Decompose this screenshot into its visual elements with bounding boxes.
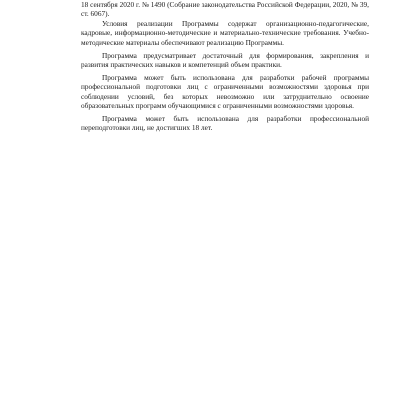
paragraph-minors: Программа может быть использована для разработки профессиональной переподготовки лиц, не достигших 18 лет.	[81, 113, 369, 133]
paragraph-practice: Программа предусматривает достаточный для формирования, закрепления и развития практических навыков и компетенций объем практики.	[81, 50, 369, 69]
paragraph-legal-reference: 18 сентября 2020 г. № 1490 (Собрание законодательства Российской Федерации, 2020, № 39, ст. 6067).	[81, 0, 369, 19]
paragraph-conditions: Условия реализации Программы содержат организационно-педагогические, кадровые, информационно-методические и материально-технические требования. Учебно-методические материалы обеспечивают реализацию Программы.	[81, 18, 369, 47]
document-body	[81, 0, 369, 133]
paragraph-disabilities: Программа может быть использована для разработки рабочей программы профессиональной подготовки лиц с ограниченными возможностями здоровья при соблюдении условий, без которых невозможно или затруднительно освоение образовательных программ обучающимися с ограниченными возможностями здоровья.	[81, 72, 369, 111]
